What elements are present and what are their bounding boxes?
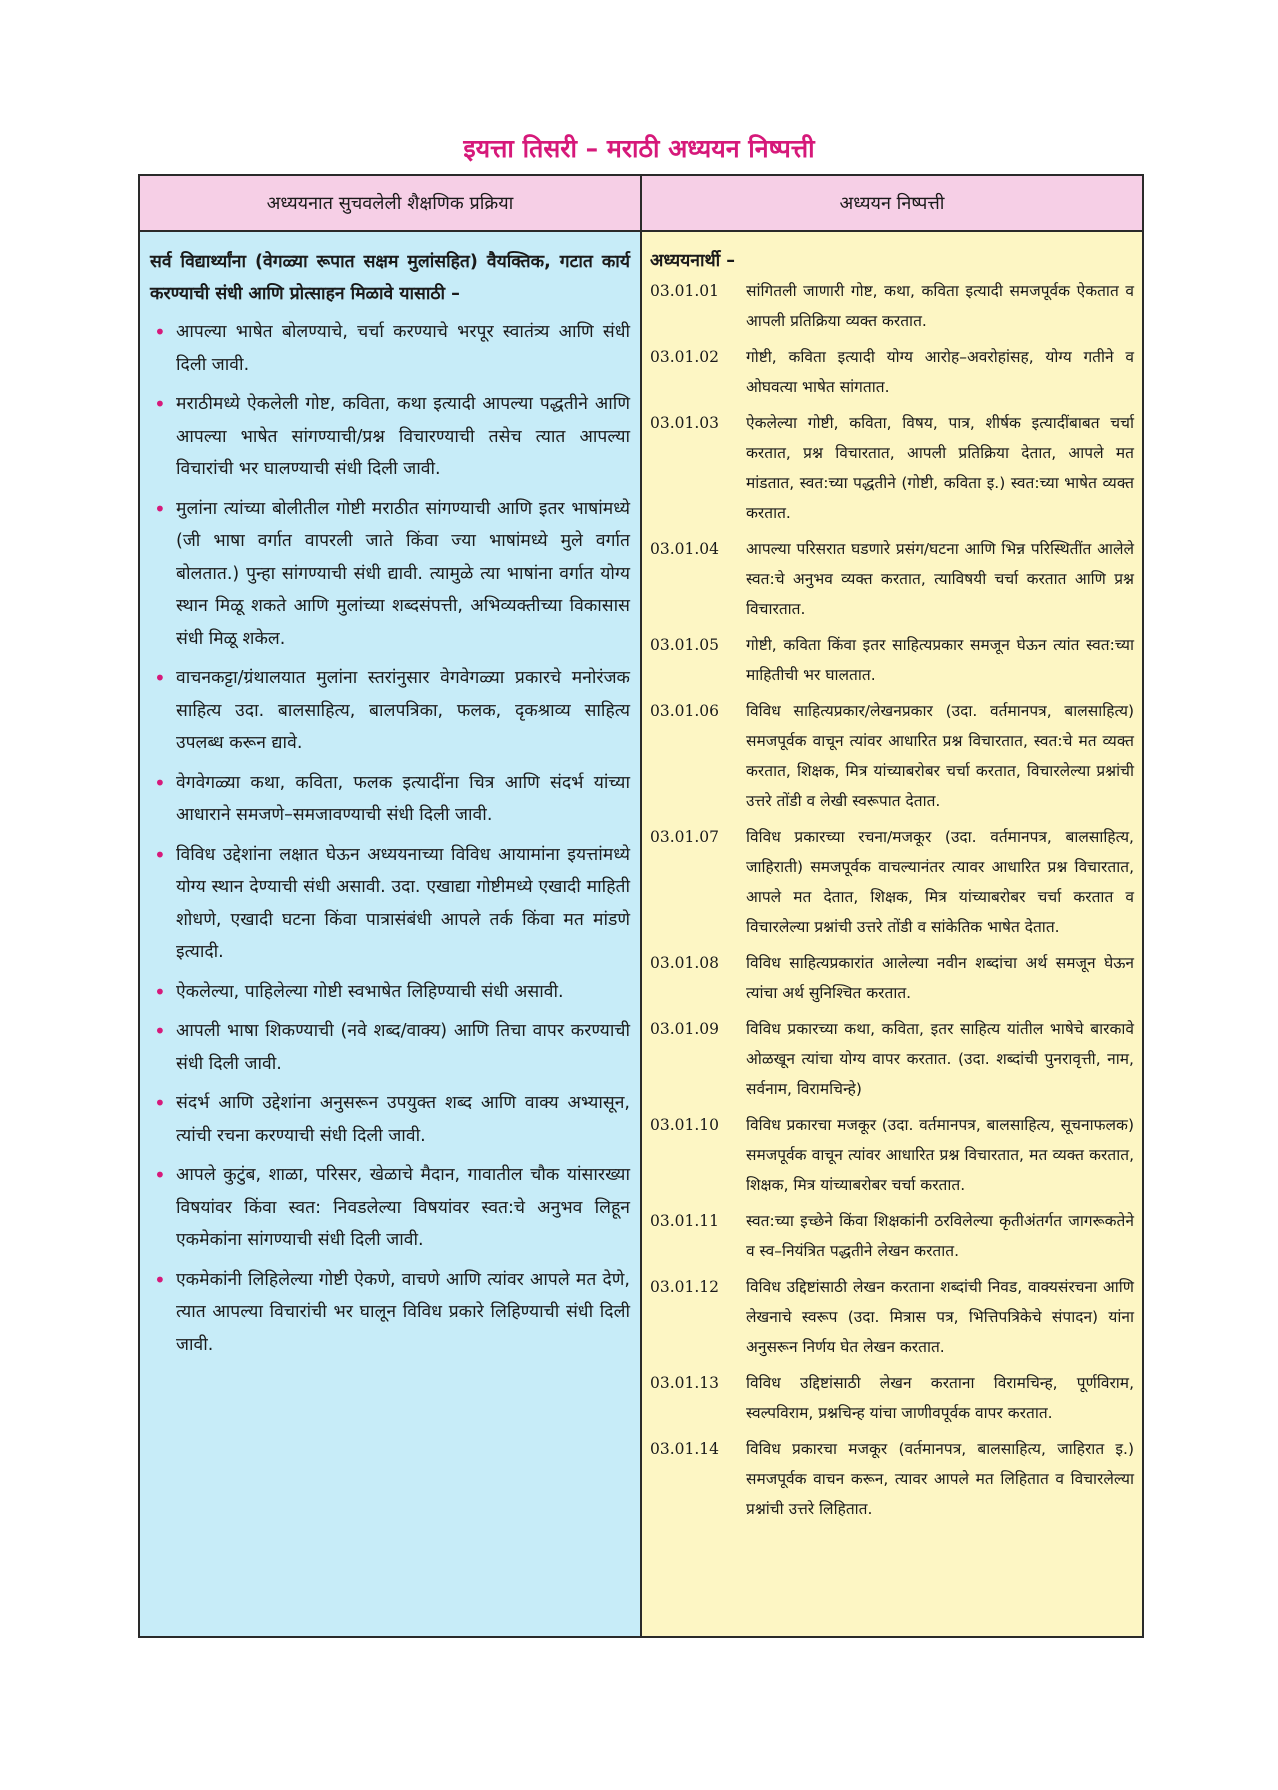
outcome-text: विविध साहित्यप्रकार/लेखनप्रकार (उदा. वर्तमानपत्र, बालसाहित्य) समजपूर्वक वाचून त्यांवर आधारित प्रश्न विचारतात, स्वत:चे मत व्यक्त करतात, शिक्षक, मित्र यांच्याबरोबर चर्चा करतात, विचारलेल्या प्रश्नांची उत्तरे तोंडी व लेखी स्वरूपात देतात. — [746, 702, 1134, 810]
outcome-row — [650, 342, 1134, 402]
table-body-row — [139, 231, 1143, 1637]
outcome-row — [650, 534, 1134, 624]
outcome-row — [650, 696, 1134, 816]
outcome-code: 03.01.04 — [650, 540, 720, 558]
pedagogy-list — [150, 316, 630, 1361]
bullet-dot-icon: • — [154, 1019, 166, 1043]
pedagogy-item-text: वाचनकट्टा/ग्रंथालयात मुलांना स्तरांनुसार वेगवेगळ्या प्रकारचे मनोरंजक साहित्य उदा. बालसाहित्य, बालपत्रिका, फलक, दृकश्राव्य साहित्य उपलब्ध करून द्यावे. — [176, 668, 630, 753]
pedagogy-item — [150, 1015, 630, 1080]
outcome-code: 03.01.09 — [650, 1020, 720, 1038]
bullet-dot-icon: • — [154, 392, 166, 416]
bullet-dot-icon: • — [154, 666, 166, 690]
outcome-text: विविध प्रकारच्या कथा, कविता, इतर साहित्य यांतील भाषेचे बारकावे ओळखून त्यांचा योग्य वापर करतात. (उदा. शब्दांची पुनरावृत्ती, नाम, सर्वनाम, विरामचिन्हे) — [746, 1020, 1134, 1098]
learners-heading: अध्ययनार्थी – — [650, 251, 736, 271]
bullet-dot-icon: • — [154, 496, 166, 521]
pedagogy-item — [150, 767, 630, 832]
outcome-code: 03.01.03 — [650, 414, 720, 432]
outcomes-list — [650, 276, 1134, 1524]
outcome-row — [650, 1206, 1134, 1266]
outcome-row — [650, 1014, 1134, 1104]
outcome-row — [650, 276, 1134, 336]
outcome-code: 03.01.11 — [650, 1212, 720, 1230]
outcome-text: विविध साहित्यप्रकारांत आलेल्या नवीन शब्दांचा अर्थ समजून घेऊन त्यांचा अर्थ सुनिश्चित करतात. — [746, 954, 1134, 1002]
header-left: अध्ययनात सुचवलेली शैक्षणिक प्रक्रिया — [139, 175, 641, 231]
bullet-dot-icon: • — [154, 842, 166, 867]
outcome-row — [650, 1368, 1134, 1428]
outcome-code: 03.01.12 — [650, 1278, 720, 1296]
pedagogy-item-text: वेगवेगळ्या कथा, कविता, फलक इत्यादींना चित्र आणि संदर्भ यांच्या आधाराने समजणे–समजावण्याची संधी दिली जावी. — [176, 772, 630, 825]
pedagogy-item-text: मुलांना त्यांच्या बोलीतील गोष्टी मराठीत सांगण्याची आणि इतर भाषांमध्ये (जी भाषा वर्गात वापरली जाते किंवा ज्या भाषांमध्ये मुले वर्गात बोलतात.) पुन्हा सांगण्याची संधी द्यावी. त्यामुळे त्या भाषांना वर्गात योग्य स्थान मिळू शकते आणि मुलांच्या शब्दसंपत्ती, अभिव्यक्तीच्या विकासास संधी मिळू शकेल. — [176, 498, 630, 649]
pedagogy-item — [150, 493, 630, 656]
outcome-text: विविध प्रकारचा मजकूर (उदा. वर्तमानपत्र, बालसाहित्य, सूचनाफलक) समजपूर्वक वाचून त्यांवर आधारित प्रश्न विचारतात, मत व्यक्त करतात, शिक्षक, मित्र यांच्याबरोबर चर्चा करतात. — [746, 1116, 1134, 1194]
pedagogy-item-text: आपल्या भाषेत बोलण्याचे, चर्चा करण्याचे भरपूर स्वातंत्र्य आणि संधी दिली जावी. — [176, 322, 630, 375]
outcome-text: स्वत:च्या इच्छेने किंवा शिक्षकांनी ठरविलेल्या कृतीअंतर्गत जागरूकतेने व स्व–नियंत्रित पद्धतीने लेखन करतात. — [746, 1212, 1134, 1260]
outcome-text: सांगितली जाणारी गोष्ट, कथा, कविता इत्यादी समजपूर्वक ऐकतात व आपली प्रतिक्रिया व्यक्त करतात. — [746, 282, 1134, 330]
outcome-row — [650, 1272, 1134, 1362]
pedagogy-item — [150, 1264, 630, 1362]
outcome-row — [650, 1434, 1134, 1524]
pedagogy-item-text: संदर्भ आणि उद्देशांना अनुसरून उपयुक्त शब्द आणि वाक्य अभ्यासून, त्यांची रचना करण्याची संधी दिली जावी. — [176, 1093, 630, 1146]
outcome-row — [650, 630, 1134, 690]
pedagogy-item — [150, 1087, 630, 1152]
outcome-code: 03.01.10 — [650, 1116, 720, 1134]
outcome-text: विविध उद्दिष्टांसाठी लेखन करताना शब्दांची निवड, वाक्यसंरचना आणि लेखनाचे स्वरूप (उदा. मित्रास पत्र, भित्तिपत्रिकेचे संपादन) यांना अनुसरून निर्णय घेत लेखन करतात. — [746, 1278, 1134, 1356]
bullet-dot-icon: • — [154, 979, 166, 1004]
outcome-text: गोष्टी, कविता किंवा इतर साहित्यप्रकार समजून घेऊन त्यांत स्वत:च्या माहितीची भर घालतात. — [746, 636, 1134, 684]
pedagogy-item — [150, 976, 630, 1009]
pedagogy-item — [150, 662, 630, 760]
header-right: अध्ययन निष्पत्ती — [641, 175, 1143, 231]
pedagogy-item-text: आपले कुटुंब, शाळा, परिसर, खेळाचे मैदान, गावातील चौक यांसारख्या विषयांवर किंवा स्वत: निवडलेल्या विषयांवर स्वत:चे अनुभव लिहून एकमेकांना सांगण्याची संधी दिली जावी. — [176, 1165, 630, 1250]
pedagogy-item — [150, 839, 630, 969]
pedagogy-column — [139, 231, 641, 1637]
pedagogy-item — [150, 316, 630, 381]
bullet-dot-icon: • — [154, 1163, 166, 1187]
bullet-dot-icon: • — [154, 320, 166, 344]
pedagogy-item-text: विविध उद्देशांना लक्षात घेऊन अध्ययनाच्या विविध आयामांना इयत्तांमध्ये योग्य स्थान देण्याची संधी असावी. उदा. एखाद्या गोष्टीमध्ये एखादी माहिती शोधणे, एखादी घटना किंवा पात्रासंबंधी आपले तर्क किंवा मत मांडणे इत्यादी. — [176, 844, 630, 962]
outcome-text: आपल्या परिसरात घडणारे प्रसंग/घटना आणि भिन्न परिस्थितींत आलेले स्वत:चे अनुभव व्यक्त करतात, त्याविषयी चर्चा करतात आणि प्रश्न विचारतात. — [746, 540, 1134, 618]
outcome-row — [650, 408, 1134, 528]
bullet-dot-icon: • — [154, 1267, 166, 1292]
outcome-row — [650, 948, 1134, 1008]
pedagogy-intro: सर्व विद्यार्थ्यांना (वेगळ्या रूपात सक्षम मुलांसहित) वैयक्तिक, गटात कार्य करण्याची संधी आणि प्रोत्साहन मिळावे यासाठी – — [150, 252, 630, 304]
pedagogy-item-text: मराठीमध्ये ऐकलेली गोष्ट, कविता, कथा इत्यादी आपल्या पद्धतीने आणि आपल्या भाषेत सांगण्याची/प्रश्न विचारण्याची तसेच त्यात आपल्या विचारांची भर घालण्याची संधी दिली जावी. — [176, 394, 630, 479]
outcome-row — [650, 822, 1134, 942]
outcome-text: ऐकलेल्या गोष्टी, कविता, विषय, पात्र, शीर्षक इत्यादींबाबत चर्चा करतात, प्रश्न विचारतात, आपली प्रतिक्रिया देतात, आपले मत मांडतात, स्वत:च्या पद्धतीने (गोष्टी, कविता इ.) स्वत:च्या भाषेत व्यक्त करतात. — [746, 414, 1134, 522]
pedagogy-item — [150, 388, 630, 486]
page-title: इयत्ता तिसरी – मराठी अध्ययन निष्पत्ती — [463, 134, 815, 163]
outcome-code: 03.01.14 — [650, 1440, 720, 1458]
outcome-row — [650, 1110, 1134, 1200]
pedagogy-item — [150, 1159, 630, 1257]
outcome-code: 03.01.08 — [650, 954, 720, 972]
outcome-code: 03.01.07 — [650, 828, 720, 846]
outcome-code: 03.01.13 — [650, 1374, 720, 1392]
bullet-dot-icon: • — [154, 1091, 166, 1115]
pedagogy-item-text: ऐकलेल्या, पाहिलेल्या गोष्टी स्वभाषेत लिहिण्याची संधी असावी. — [176, 981, 564, 1002]
outcome-text: गोष्टी, कविता इत्यादी योग्य आरोह–अवरोहांसह, योग्य गतीने व ओघवत्या भाषेत सांगतात. — [746, 348, 1134, 396]
outcome-code: 03.01.01 — [650, 282, 720, 300]
table-header-row — [139, 175, 1143, 231]
bullet-dot-icon: • — [154, 770, 166, 795]
outcome-text: विविध प्रकारच्या रचना/मजकूर (उदा. वर्तमानपत्र, बालसाहित्य, जाहिराती) समजपूर्वक वाचल्यानंतर त्यावर आधारित प्रश्न विचारतात, आपले मत देतात, शिक्षक, मित्र यांच्याबरोबर चर्चा करतात व विचारलेल्या प्रश्नांची उत्तरे तोंडी व सांकेतिक भाषेत देतात. — [746, 828, 1134, 936]
outcome-text: विविध प्रकारचा मजकूर (वर्तमानपत्र, बालसाहित्य, जाहिरात इ.) समजपूर्वक वाचन करून, त्यावर आपले मत लिहितात व विचारलेल्या प्रश्नांची उत्तरे लिहितात. — [746, 1440, 1134, 1518]
pedagogy-item-text: आपली भाषा शिकण्याची (नवे शब्द/वाक्य) आणि तिचा वापर करण्याची संधी दिली जावी. — [176, 1021, 630, 1074]
outcomes-column — [641, 231, 1143, 1637]
outcome-code: 03.01.06 — [650, 702, 720, 720]
outcome-code: 03.01.05 — [650, 636, 720, 654]
pedagogy-item-text: एकमेकांनी लिहिलेल्या गोष्टी ऐकणे, वाचणे आणि त्यांवर आपले मत देणे, त्यात आपल्या विचारांची भर घालून विविध प्रकारे लिहिण्याची संधी दिली जावी. — [176, 1269, 630, 1355]
outcome-text: विविध उद्दिष्टांसाठी लेखन करताना विरामचिन्ह, पूर्णविराम, स्वल्पविराम, प्रश्नचिन्ह यांचा जाणीवपूर्वक वापर करतात. — [746, 1374, 1134, 1422]
outcomes-table — [138, 174, 1144, 1638]
outcome-code: 03.01.02 — [650, 348, 720, 366]
